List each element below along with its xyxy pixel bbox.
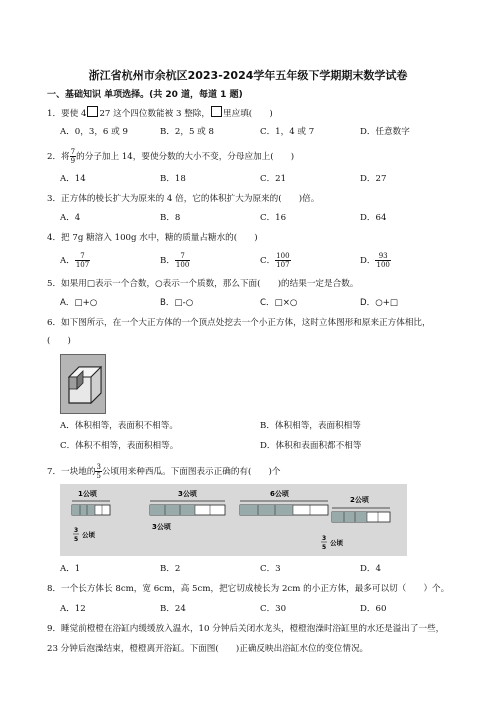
q2-option-c[interactable]: C．21: [260, 174, 287, 184]
question-8: 8．一个长方体长 8cm，宽 6cm，高 5cm，把它切成棱长为 2cm 的小正方体，最多可以切（ ）个。: [47, 584, 450, 594]
fraction: $\frac{7}{107}$: [75, 252, 90, 269]
q5-option-a[interactable]: A．□+○: [60, 298, 98, 308]
svg-text:公顷: 公顷: [82, 531, 95, 539]
blank-box: [87, 106, 98, 117]
q4-option-b[interactable]: B． $\frac{7}{100}$: [160, 252, 190, 269]
cube-figure: [60, 354, 106, 414]
question-9: 9．睡觉前橙橙在浴缸内缓缓放入温水，10 分钟后关闭水龙头，橙橙泡澡时浴缸里的水还是溢出了一些，: [47, 624, 445, 634]
question-4: 4．把 7g 糖溶入 100g 水中，糖的质量占糖水的( ): [47, 233, 258, 243]
page-title: 浙江省杭州市余杭区2023-2024学年五年级下学期期末数学试卷: [88, 69, 408, 82]
svg-text:2公顷: 2公顷: [350, 496, 369, 504]
q3-option-c[interactable]: C．16: [260, 213, 287, 223]
svg-text:6公顷: 6公顷: [270, 490, 289, 498]
question-6: 6．如下图所示，在一个大正方体的一个顶点处挖去一个小正方体，这时立体图形和原来正方体相比，: [47, 318, 431, 328]
svg-text:3: 3: [322, 535, 327, 542]
blank-box: [211, 106, 222, 117]
land-diagram: [60, 484, 407, 556]
fraction: $\frac{7}{9}$: [70, 148, 76, 165]
q7-option-b[interactable]: B．2: [160, 564, 181, 574]
q3-option-b[interactable]: B．8: [160, 213, 181, 223]
q6-option-d[interactable]: D．体积和表面积都不相等: [260, 441, 362, 451]
q5-option-c[interactable]: C．□×○: [260, 298, 298, 308]
q1-option-d[interactable]: D．任意数字: [360, 127, 410, 137]
q6-option-b[interactable]: B．体积相等，表面积相等: [260, 421, 361, 431]
question-6-cont: ( ): [47, 336, 71, 346]
svg-text:3公顷: 3公顷: [178, 490, 197, 498]
question-9-cont: 23 分钟后泡澡结束，橙橙离开浴缸。下面图( )正确反映出浴缸水位的变位情况。: [47, 644, 369, 654]
fraction: $\frac{93}{100}$: [376, 252, 390, 269]
q2-option-a[interactable]: A．14: [60, 174, 86, 184]
fraction: $\frac{7}{100}$: [175, 252, 190, 269]
q8-option-a[interactable]: A．12: [60, 604, 86, 614]
question-5: 5．如果用□表示一个合数，○表示一个质数，那么下面( )的结果一定是合数。: [47, 279, 359, 289]
q8-option-b[interactable]: B．24: [160, 604, 186, 614]
q8-option-c[interactable]: C．30: [260, 604, 287, 614]
q6-option-a[interactable]: A．体积相等，表面积不相等。: [60, 421, 178, 431]
question-2: 2．将 $\frac{7}{9}$ 的分子加上 14，要使分数的大小不变，分母应加上( ): [47, 148, 295, 165]
q1-option-a[interactable]: A．0，3，6 或 9: [60, 127, 128, 137]
q8-option-d[interactable]: D．60: [360, 604, 387, 614]
fraction: $\frac{100}{107}$: [276, 252, 290, 269]
q7-option-d[interactable]: D．4: [360, 564, 381, 574]
q7-option-a[interactable]: A．1: [60, 564, 81, 574]
svg-text:3: 3: [74, 527, 79, 534]
q6-option-c[interactable]: C．体积不相等，表面积相等。: [60, 441, 179, 451]
q4-option-c[interactable]: C． $\frac{100}{107}$: [260, 252, 290, 269]
q1-option-b[interactable]: B．2，5 或 8: [160, 127, 214, 137]
svg-text:公顷: 公顷: [330, 539, 343, 547]
fraction: $\frac{3}{5}$: [96, 463, 101, 480]
q2-option-d[interactable]: D．27: [360, 174, 387, 184]
q3-option-a[interactable]: A．4: [60, 213, 81, 223]
svg-text:5: 5: [322, 544, 327, 551]
q4-option-d[interactable]: D． $\frac{93}{100}$: [360, 252, 390, 269]
q4-option-a[interactable]: A． $\frac{7}{107}$: [60, 252, 90, 269]
q7-option-c[interactable]: C．3: [260, 564, 281, 574]
q5-option-d[interactable]: D．○+□: [360, 298, 399, 308]
question-3: 3．正方体的棱长扩大为原来的 4 倍，它的体积扩大为原来的( )倍。: [47, 194, 320, 204]
svg-text:1公顷: 1公顷: [78, 490, 97, 498]
q5-option-b[interactable]: B．□-○: [160, 298, 194, 308]
q1-option-c[interactable]: C．1，4 或 7: [260, 127, 315, 137]
svg-text:5: 5: [74, 536, 79, 543]
section-heading: 一、基础知识 单项选择。(共 20 道，每道 1 题): [47, 90, 243, 100]
q3-option-d[interactable]: D．64: [360, 213, 387, 223]
q2-option-b[interactable]: B．18: [160, 174, 186, 184]
question-1: 1．要使 4 27 这个四位数能被 3 整除， 里应填( ): [47, 106, 273, 120]
question-7: 7．一块地的 $\frac{3}{5}$ 公顷用来种西瓜。下面图表示正确的有( )个: [47, 463, 281, 480]
svg-text:3公顷: 3公顷: [152, 523, 171, 531]
